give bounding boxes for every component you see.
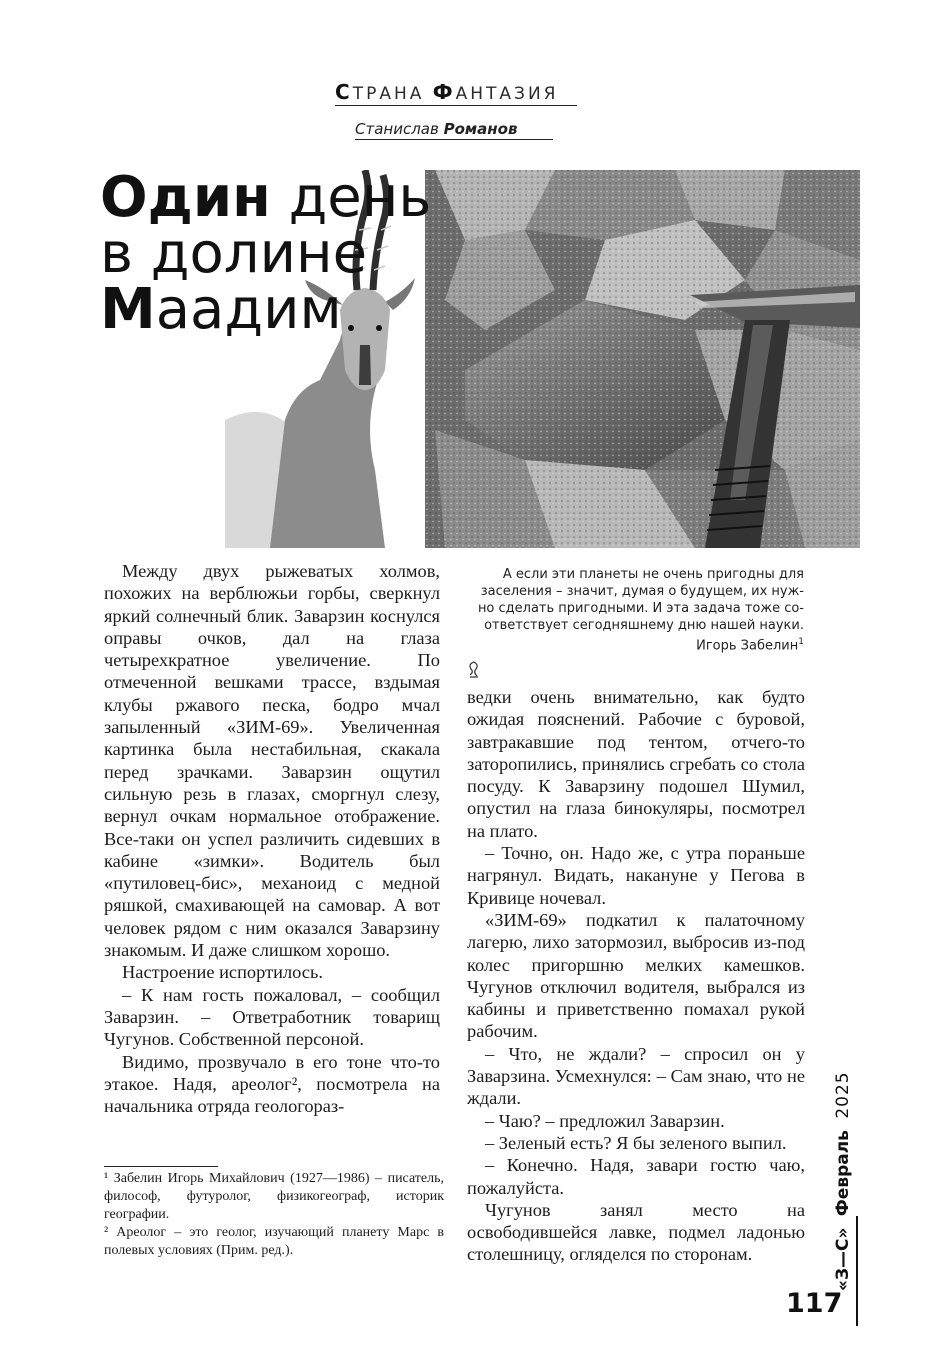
journal-name: «З—С» (833, 1227, 853, 1291)
epigraph-line: заселения – значит, думая о будущем, их нуж- (480, 584, 804, 599)
svg-text:«З—С» Февраль 2025 (833, 1071, 853, 1291)
paragraph: «ЗИМ-69» подкатил к палаточному лагерю, лихо затормозил, выбросив из-под колес пригоршню мелких камешков. Чугунов отключил водителя, выбрался из кабины и приветственно помахал рукой рабочим. (467, 909, 805, 1042)
paragraph: – Что, не ждали? – спросил он у Заварзина. Усмехнулся: – Сам знаю, что не ждали. (467, 1043, 805, 1109)
paragraph: – К нам гость пожаловал, – сообщил Заварзин. – Ответработник товарищ Чугунов. Собственной персоной. (104, 984, 440, 1050)
article-column-left (104, 560, 440, 1117)
epigraph-author: Игорь Забелин$^1$ (696, 637, 804, 654)
page-number: 117 (786, 1288, 843, 1319)
epigraph-line: ответствует сегодняшнему дню нашей науки. (484, 618, 804, 633)
ornament-icon (466, 660, 482, 680)
paragraph: – Конечно. Надя, завари гостю чаю, пожалуйста. (467, 1155, 805, 1198)
footnote: ¹ Забелин Игорь Михайлович (1927—1986) – писатель, философ, футуролог, физикогеограф, историк географии. (104, 1171, 444, 1222)
paragraph: Чугунов занял место на освободившейся лавке, подмел ладонью столешницу, огляделся по сторонам. (467, 1199, 805, 1265)
paragraph: ведки очень внимательно, как будто ожидая пояснений. Рабочие с буровой, завтракавшие под тентом, отчего-то заторопились, принялись сгребать со стола посуду. К Заварзину подошел Шумил, опустил на глаза бинокуляры, посмотрел на плато. (467, 687, 805, 841)
article-column-right (467, 686, 805, 1266)
paragraph: Настроение испортилось. (122, 962, 323, 983)
epigraph-line: А если эти планеты не очень пригодны для (502, 567, 804, 582)
running-head-vertical (828, 1055, 858, 1295)
footnotes (104, 1170, 444, 1260)
page-edge-rule (856, 1216, 858, 1326)
issue-year: 2025 (833, 1071, 853, 1119)
footnote: ² Ареолог – это геолог, изучающий планету Марс в полевых условиях (Прим. ред.). (104, 1225, 444, 1258)
article-title: Один день в долине Маадим (100, 165, 432, 342)
paragraph: – Точно, он. Надо же, с утра пораньше нагрянул. Видать, накануне у Пегова в Кривице ночевал. (467, 843, 805, 908)
paragraph: – Зеленый есть? Я бы зеленого выпил. (485, 1132, 787, 1153)
paragraph: Между двух рыжеватых холмов, похожих на верблюжьи горбы, сверкнул яркий солнечный блик. Заварзин коснулся оправы очков, дал на глаза четырехкратное увеличение. По отмеченной вешками трассе, вздымая клубы ржавого песка, бодро мчал запыленный «ЗИМ-69». Увеличенная картинка была нестабильная, скакала перед зрачками. Заварзин ощутил сильную резь в глазах, сморгнул слезу, вернул очкам нормальное отображение. Все-таки он успел различить сидевших в кабине «зимки». Водитель был «путиловец-бис», механоид с медной ряшкой, смахивающей на самовар. А вот человек рядом с ним оказался Заварзину знакомым. И даже слишком хорошо. (104, 561, 440, 961)
footnote-rule (104, 1166, 218, 1167)
paragraph: Видимо, прозвучало в его тоне что-то этакое. Надя, ареолог², посмотрела на начальника отряда геологораз- (104, 1051, 440, 1117)
author-byline: Станислав Романов (355, 120, 553, 140)
epigraph-line: но сделать пригодными. И эта задача тоже со- (477, 601, 804, 616)
epigraph (470, 566, 804, 654)
section-rubric: СТРАНА ФАНТАЗИЯ (335, 80, 577, 106)
paragraph: – Чаю? – предложил Заварзин. (485, 1110, 725, 1131)
issue-month: Февраль (833, 1130, 853, 1217)
